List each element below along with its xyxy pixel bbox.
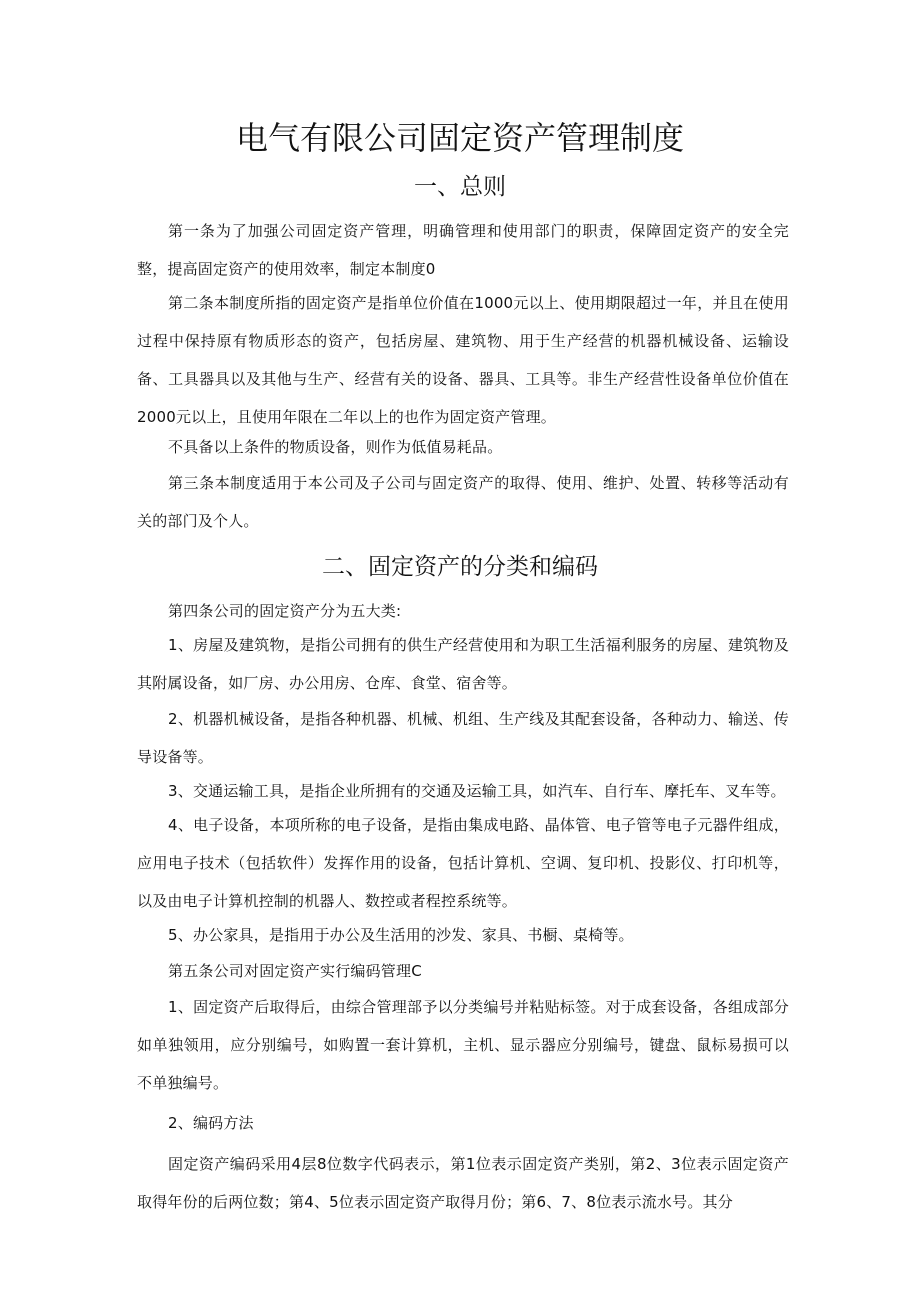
category-1-paragraph: 1、房屋及建筑物，是指公司拥有的供生产经营使用和为职工生活福利服务的房屋、建筑物及其附属设备，如厂房、办公用房、仓库、食堂、宿舍等。: [137, 636, 789, 692]
category-3-paragraph: 3、交通运输工具，是指企业所拥有的交通及运输工具，如汽车、自行车、摩托车、叉车等。: [168, 782, 786, 800]
document-title: 电气有限公司固定资产管理制度: [235, 119, 684, 157]
article-2-paragraph: 第二条本制度所指的固定资产是指单位价值在1000元以上、使用期限超过一年，并且在使用过程中保持原有物质形态的资产，包括房屋、建筑物、用于生产经营的机器机械设备、运输设备、工具器具以及其他与生产、经营有关的设备、器具、工具等。非生产经营性设备单位价值在2000元以上，且使用年限在二年以上的也作为固定资产管理。: [137, 294, 789, 426]
article-4-paragraph: 第四条公司的固定资产分为五大类:: [168, 602, 402, 620]
article-5-paragraph: 第五条公司对固定资产实行编码管理C: [168, 962, 422, 980]
coding-method-heading: 2、编码方法: [168, 1114, 254, 1132]
category-5-paragraph: 5、办公家具，是指用于办公及生活用的沙发、家具、书橱、桌椅等。: [168, 926, 634, 944]
article-1-paragraph: 第一条为了加强公司固定资产管理，明确管理和使用部门的职责，保障固定资产的安全完整，提高固定资产的使用效率，制定本制度0: [137, 222, 789, 278]
category-4-paragraph: 4、电子设备，本项所称的电子设备，是指由集成电路、晶体管、电子管等电子元器件组成，应用电子技术（包括软件）发挥作用的设备，包括计算机、空调、复印机、投影仪、打印机等，以及由电子计算机控制的机器人、数控或者程控系统等。: [137, 816, 789, 910]
low-value-consumables-paragraph: 不具备以上条件的物质设备，则作为低值易耗品。: [168, 438, 503, 456]
coding-rule-1-paragraph: 1、固定资产后取得后，由综合管理部予以分类编号并粘贴标签。对于成套设备，各组成部分如单独领用，应分别编号，如购置一套计算机，主机、显示器应分别编号，键盘、鼠标易损可以不单独编号。: [137, 998, 789, 1092]
coding-method-paragraph: 固定资产编码采用4层8位数字代码表示，第1位表示固定资产类别，第2、3位表示固定资产取得年份的后两位数；第4、5位表示固定资产取得月份；第6、7、8位表示流水号。其分: [137, 1155, 789, 1211]
category-2-paragraph: 2、机器机械设备，是指各种机器、机械、机组、生产线及其配套设备，各种动力、输送、传导设备等。: [137, 710, 789, 766]
section-heading-classification: 二、固定资产的分类和编码: [322, 554, 598, 580]
section-heading-general: 一、总则: [414, 174, 506, 200]
article-3-paragraph: 第三条本制度适用于本公司及子公司与固定资产的取得、使用、维护、处置、转移等活动有关的部门及个人。: [137, 474, 789, 530]
